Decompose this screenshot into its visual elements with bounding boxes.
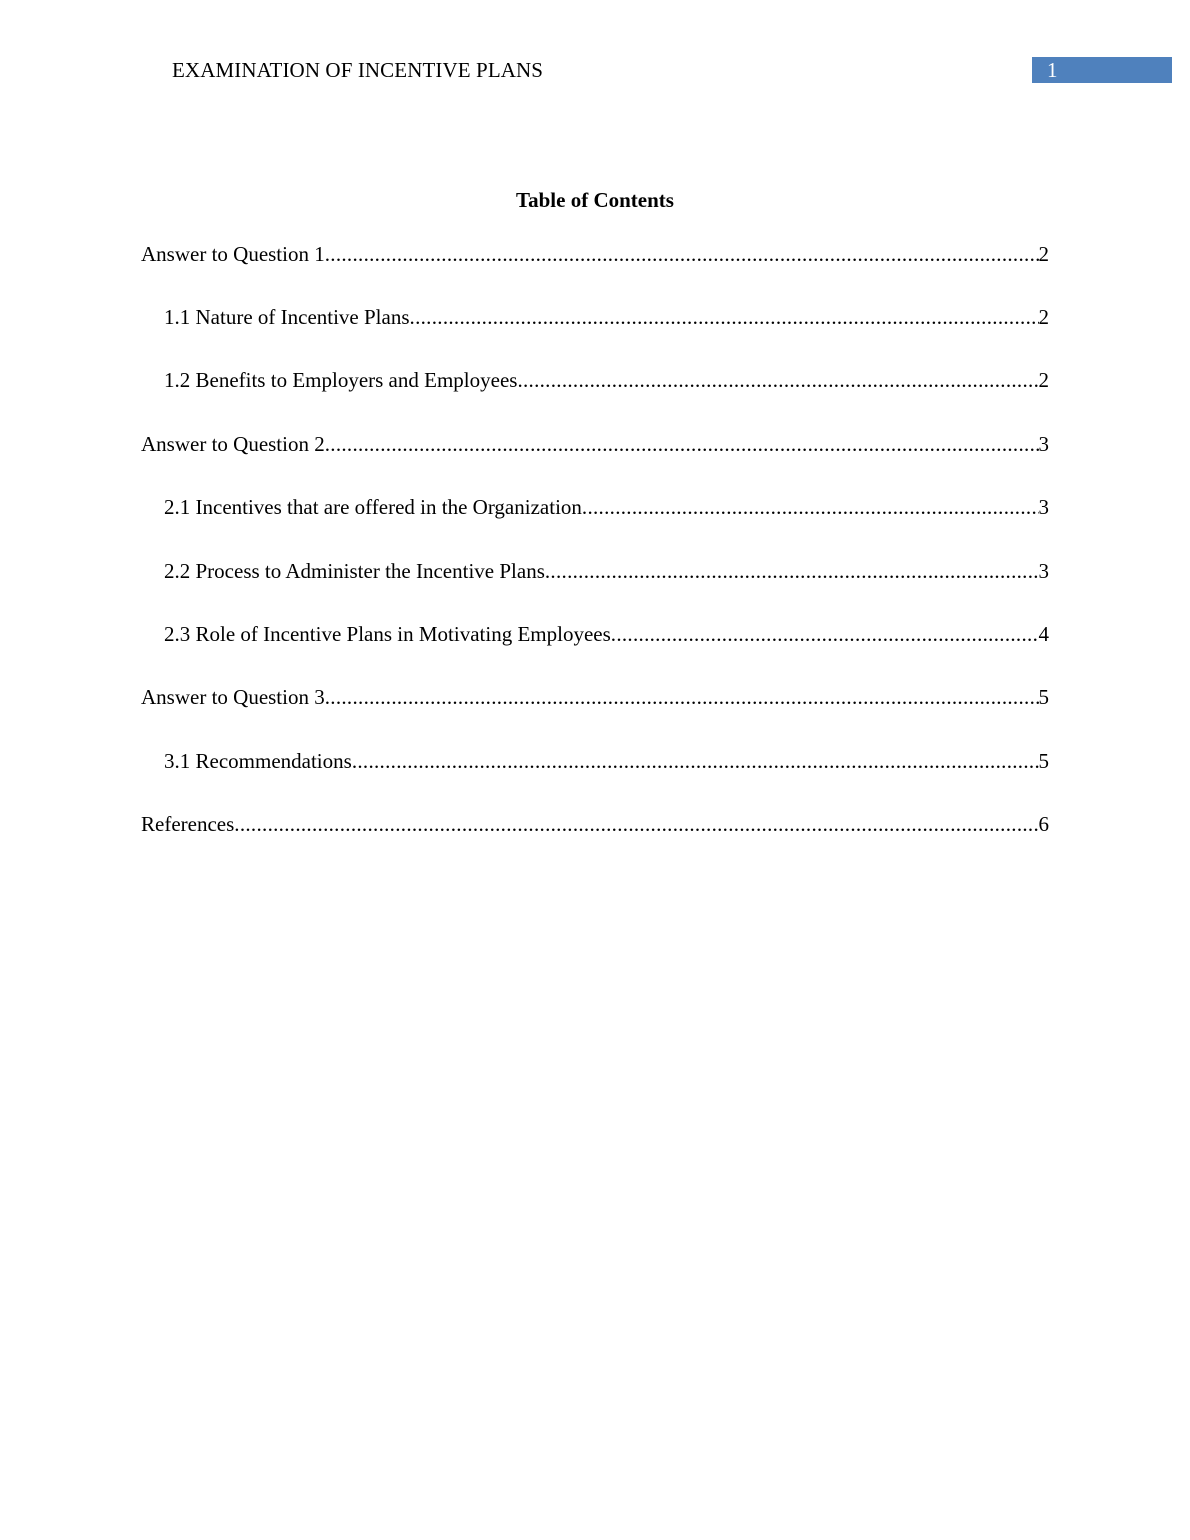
toc-entry-1-1[interactable]: [164, 304, 1049, 330]
toc-entry-2-2[interactable]: [164, 558, 1049, 584]
toc-entry-page: 2: [1038, 305, 1049, 329]
toc-dot-leader: [611, 621, 1039, 647]
toc-entry-label: 1.1 Nature of Incentive Plans: [164, 305, 410, 329]
toc-entry-page: 3: [1038, 559, 1049, 583]
toc-entry-2-1[interactable]: [164, 494, 1049, 520]
toc-entry-answer-question-2[interactable]: [141, 431, 1049, 457]
toc-entry-label: Answer to Question 1: [141, 242, 325, 266]
toc-entry-label: 2.1 Incentives that are offered in the Organization: [164, 495, 582, 519]
toc-entry-page: 5: [1038, 685, 1049, 709]
toc-dot-leader: [325, 241, 1039, 267]
toc-entry-references[interactable]: [141, 811, 1049, 837]
toc-dot-leader: [410, 304, 1039, 330]
toc-entry-label: 3.1 Recommendations: [164, 749, 352, 773]
toc-entry-answer-question-3[interactable]: [141, 684, 1049, 710]
toc-entry-label: 2.2 Process to Administer the Incentive Plans: [164, 559, 545, 583]
toc-entry-label: 2.3 Role of Incentive Plans in Motivating Employees: [164, 622, 611, 646]
toc-entry-label: Answer to Question 3: [141, 685, 325, 709]
toc-entry-3-1[interactable]: [164, 748, 1049, 774]
toc-entry-page: 3: [1038, 432, 1049, 456]
toc-dot-leader: [582, 494, 1039, 520]
toc-dot-leader: [234, 811, 1038, 837]
toc-entry-1-2[interactable]: [164, 367, 1049, 393]
toc-entry-page: 2: [1038, 368, 1049, 392]
toc-dot-leader: [352, 748, 1039, 774]
toc-entry-label: References: [141, 812, 235, 836]
toc-heading: Table of Contents: [516, 188, 674, 212]
toc-entry-page: 3: [1038, 495, 1049, 519]
page-number: 1: [1047, 58, 1058, 82]
toc-entry-page: 6: [1038, 812, 1049, 836]
toc-entry-label: Answer to Question 2: [141, 432, 325, 456]
toc-entry-2-3[interactable]: [164, 621, 1049, 647]
toc-dot-leader: [545, 558, 1039, 584]
running-header-title: EXAMINATION OF INCENTIVE PLANS: [172, 58, 544, 82]
toc-entry-answer-question-1[interactable]: [141, 241, 1049, 267]
toc-dot-leader: [517, 367, 1038, 393]
toc-entry-page: 4: [1038, 622, 1049, 646]
toc-entry-page: 5: [1038, 749, 1049, 773]
toc-dot-leader: [325, 684, 1039, 710]
toc-entry-page: 2: [1038, 242, 1049, 266]
toc-dot-leader: [325, 431, 1039, 457]
toc-entry-label: 1.2 Benefits to Employers and Employees: [164, 368, 518, 392]
